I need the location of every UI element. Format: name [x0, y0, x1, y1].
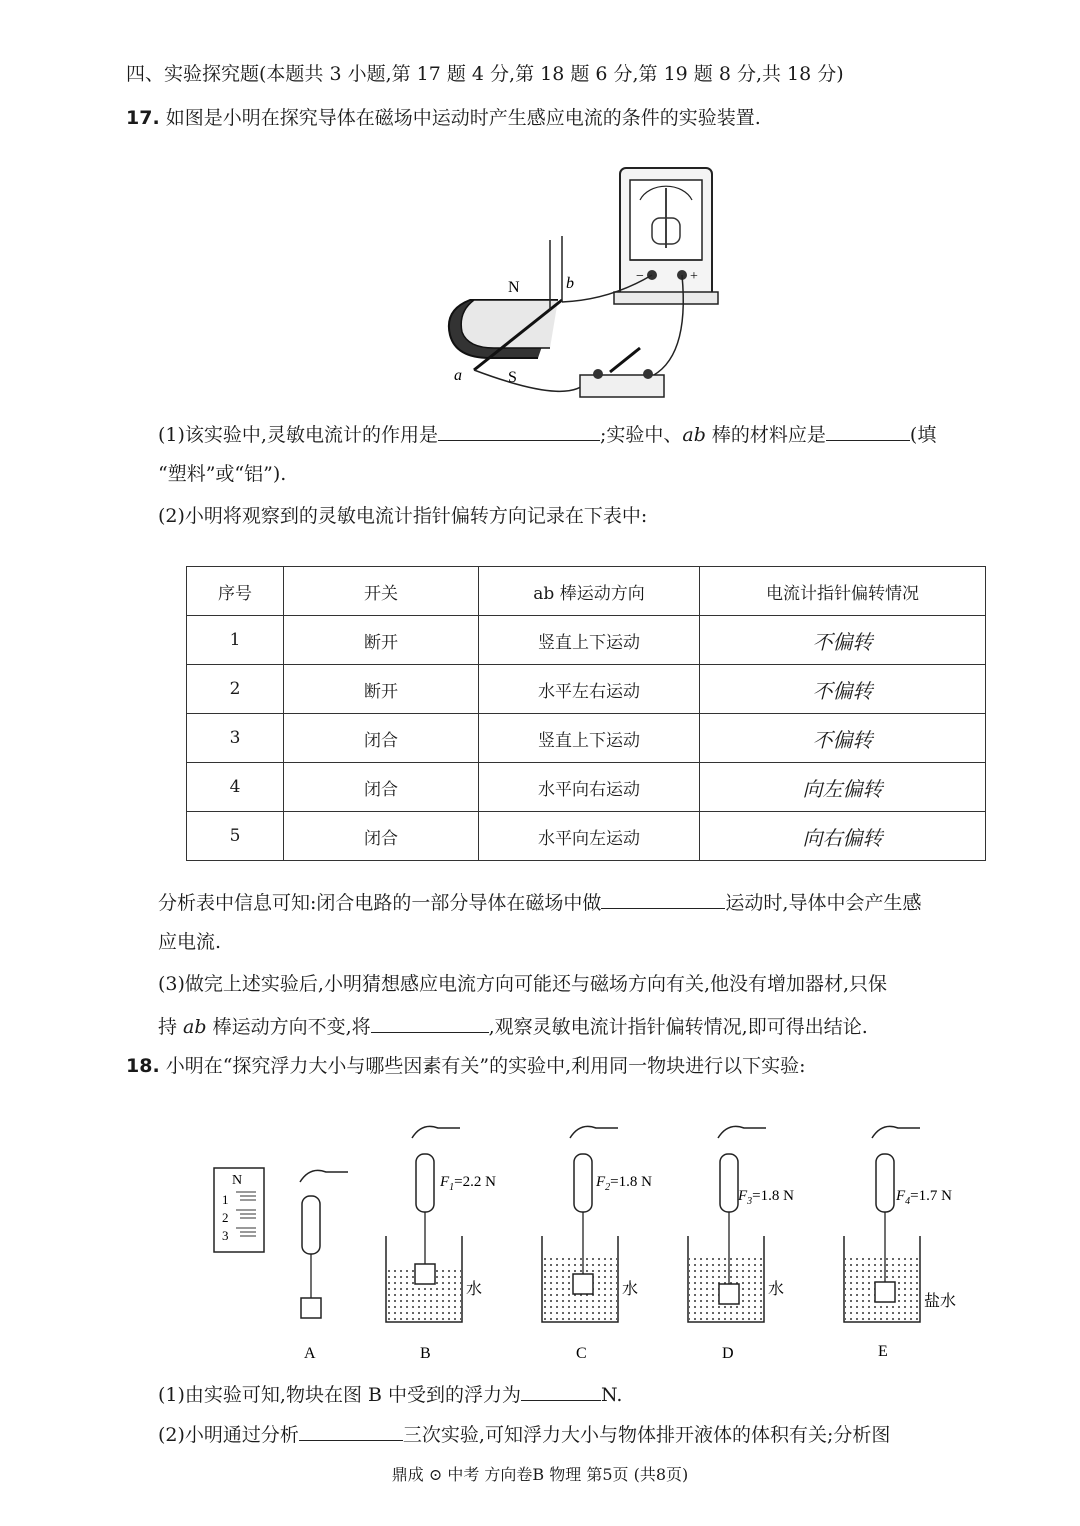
- table-cell-handwritten: 不偏转: [700, 714, 986, 763]
- spring-scale-e: [876, 1154, 894, 1212]
- liquid-label-b: 水: [466, 1281, 483, 1298]
- block-d: [719, 1284, 739, 1304]
- block-a: [301, 1298, 321, 1318]
- table-row: [187, 616, 986, 665]
- scale-unit-label: N: [232, 1173, 243, 1188]
- table-cell: 竖直上下运动: [479, 616, 700, 665]
- minus-label: −: [636, 269, 644, 284]
- block-b: [415, 1264, 435, 1284]
- blank-experiments[interactable]: [299, 1420, 403, 1441]
- q18-buoyancy-figure: [200, 1112, 980, 1372]
- scale-tick-1: 1: [222, 1192, 229, 1207]
- table-cell-handwritten: 向左偏转: [700, 763, 986, 812]
- table-cell-handwritten: 不偏转: [700, 665, 986, 714]
- plus-label: +: [690, 269, 698, 284]
- spring-scale-b: [416, 1154, 434, 1212]
- rod-a-label: a: [454, 367, 462, 384]
- table-cell: 水平向右运动: [479, 763, 700, 812]
- q17-apparatus-figure: [430, 160, 740, 410]
- q18-number: 18.: [126, 1055, 160, 1077]
- magnet-s-label: S: [508, 369, 517, 386]
- section-title: 四、实验探究题(本题共 3 小题,第 17 题 4 分,第 18 题 6 分,第 19 题 8 分,共 18 分): [126, 63, 844, 85]
- q18-part1: [158, 1380, 622, 1409]
- table-cell: 水平向左运动: [479, 812, 700, 861]
- blank-motion-type[interactable]: [601, 888, 725, 909]
- table-cell-handwritten: 向右偏转: [700, 812, 986, 861]
- q17-p1-text-c: 棒的材料应是: [705, 424, 826, 446]
- table-cell: 1: [187, 616, 284, 665]
- table-row: [187, 665, 986, 714]
- table-cell: 2: [187, 665, 284, 714]
- table-header-cell: 电流计指针偏转情况: [700, 567, 986, 616]
- q18-p2-text-b: 三次实验,可知浮力大小与物体排开液体的体积有关;分析图: [402, 1424, 891, 1446]
- force-label-f1: $F_1=2.2$ N: [440, 1174, 496, 1193]
- q17-p3-text-b: 棒运动方向不变,将: [206, 1016, 371, 1038]
- q17-p3-ab: ab: [183, 1016, 207, 1038]
- table-cell: 3: [187, 714, 284, 763]
- blank-galvanometer-role[interactable]: [438, 420, 600, 441]
- q17-p3-text-a: 持: [158, 1016, 184, 1038]
- table-header-row: [187, 567, 986, 616]
- block-c: [573, 1274, 593, 1294]
- table-header-cell: 序号: [187, 567, 284, 616]
- block-e: [875, 1282, 895, 1302]
- q17-observation-table: [186, 566, 986, 861]
- q17-part2: (2)小明将观察到的灵敏电流计指针偏转方向记录在下表中:: [158, 505, 648, 527]
- spring-scale-c: [574, 1154, 592, 1212]
- q17-p1-ab: ab: [682, 424, 706, 446]
- q17-p3-text-c: ,观察灵敏电流计指针偏转情况,即可得出结论.: [488, 1016, 868, 1038]
- q17-analysis-line2: 应电流.: [158, 931, 222, 953]
- fig-letter-e: E: [878, 1343, 888, 1360]
- liquid-label-d: 水: [768, 1281, 785, 1298]
- force-label-f3: $F_3=1.8$ N: [738, 1188, 794, 1207]
- scale-tick-2: 2: [222, 1210, 229, 1225]
- page-footer: 鼎成 ⊙ 中考 方向卷B 物理 第5页 (共8页): [391, 1465, 689, 1484]
- q17-analysis-text-a: 分析表中信息可知:闭合电路的一部分导体在磁场中做: [158, 892, 602, 914]
- liquid-label-e: 盐水: [924, 1293, 957, 1310]
- table-cell: 闭合: [284, 763, 479, 812]
- q18-p2-text-a: (2)小明通过分析: [158, 1424, 299, 1446]
- magnet-n-label: N: [508, 279, 520, 296]
- q17-p1-text-b: ;实验中、: [599, 424, 683, 446]
- liquid-label-c: 水: [622, 1281, 639, 1298]
- fig-letter-d: D: [722, 1345, 734, 1362]
- q18-stem-text: 小明在“探究浮力大小与哪些因素有关”的实验中,利用同一物块进行以下实验:: [165, 1055, 806, 1077]
- q17-number: 17.: [126, 107, 160, 129]
- blank-magnet-operation[interactable]: [371, 1012, 489, 1033]
- force-label-f2: $F_2=1.8$ N: [596, 1174, 652, 1193]
- scale-tick-3: 3: [222, 1228, 229, 1243]
- table-cell: 竖直上下运动: [479, 714, 700, 763]
- q17-part3-line2: [158, 1012, 868, 1041]
- q17-part3-line1: (3)做完上述实验后,小明猜想感应电流方向可能还与磁场方向有关,他没有增加器材,只保: [158, 973, 888, 995]
- table-row: [187, 714, 986, 763]
- q18-p1-text-b: N.: [601, 1384, 623, 1406]
- spring-scale-d: [720, 1154, 738, 1212]
- spring-scale-a: [302, 1196, 320, 1254]
- fig-letter-a: A: [304, 1345, 316, 1362]
- q18-p1-text-a: (1)由实验可知,物块在图 B 中受到的浮力为: [158, 1384, 521, 1406]
- q17-stem-text: 如图是小明在探究导体在磁场中运动时产生感应电流的条件的实验装置.: [165, 107, 761, 129]
- blank-rod-material[interactable]: [826, 420, 910, 441]
- table-cell: 5: [187, 812, 284, 861]
- q18-part2: [158, 1420, 890, 1449]
- table-cell: 4: [187, 763, 284, 812]
- knife-switch: [580, 375, 664, 397]
- table-cell: 断开: [284, 616, 479, 665]
- q18-stem: [126, 1052, 806, 1080]
- fig-letter-b: B: [420, 1345, 431, 1362]
- table-cell: 断开: [284, 665, 479, 714]
- blank-buoyancy-b[interactable]: [521, 1380, 601, 1401]
- table-header-cell: ab 棒运动方向: [479, 567, 700, 616]
- wire-a: [474, 370, 590, 391]
- q17-p1-text-a: (1)该实验中,灵敏电流计的作用是: [158, 424, 438, 446]
- table-cell: 闭合: [284, 714, 479, 763]
- table-cell: 水平左右运动: [479, 665, 700, 714]
- q17-analysis: [158, 888, 921, 917]
- q17-p1-text-d: (填: [909, 424, 937, 446]
- table-row: [187, 763, 986, 812]
- q17-part1-line2: “塑料”或“铝”).: [158, 463, 287, 485]
- q17-part1: [158, 420, 936, 449]
- q17-analysis-text-b: 运动时,导体中会产生感: [725, 892, 922, 914]
- fig-letter-c: C: [576, 1345, 587, 1362]
- table-cell-handwritten: 不偏转: [700, 616, 986, 665]
- force-label-f4: $F_4=1.7$ N: [896, 1188, 952, 1207]
- rod-b-label: b: [566, 275, 574, 292]
- table-header-cell: 开关: [284, 567, 479, 616]
- table-row: [187, 812, 986, 861]
- table-cell: 闭合: [284, 812, 479, 861]
- q17-stem: [126, 104, 761, 132]
